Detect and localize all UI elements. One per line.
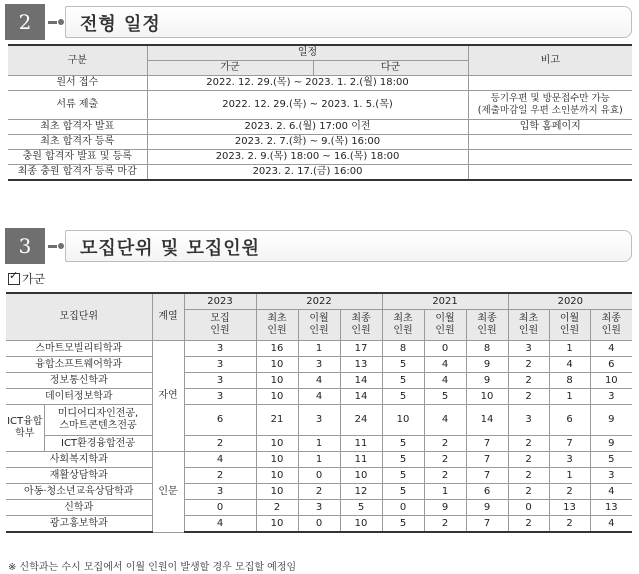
value-cell: 3 [590,389,632,405]
value-cell: 13 [590,500,632,516]
value-cell: 7 [466,436,508,452]
value-cell: 3 [298,357,340,373]
section-title: 모집단위 및 모집인원 [80,238,261,259]
row-note: 입학 홈페이지 [468,120,632,135]
value-cell: 10 [340,516,382,533]
header-year-2022: 2022 [256,293,382,310]
value-cell: 10 [340,468,382,484]
value-cell: 1 [549,341,590,357]
ga-group-checkbox [8,270,45,287]
table-row [6,436,632,452]
unit-name: ICT환경융합전공 [44,436,152,452]
section-2-header [5,4,632,40]
row-note [468,165,632,181]
value-cell: 3 [298,500,340,516]
header-carry: 이월 인원 [298,310,340,341]
table-row [8,165,632,181]
value-cell: 9 [466,357,508,373]
header-final: 최종 인원 [340,310,382,341]
table-row [6,373,632,389]
header-note: 비고 [468,45,632,76]
value-cell: 5 [382,389,424,405]
value-cell: 2 [549,484,590,500]
value-cell: 2 [508,373,549,389]
value-cell: 8 [549,373,590,389]
value-cell: 10 [256,484,298,500]
value-cell: 3 [184,357,256,373]
row-schedule: 2023. 2. 6.(월) 17:00 이전 [147,120,468,135]
value-cell: 5 [382,484,424,500]
value-cell: 2 [256,500,298,516]
unit-name: 사회복지학과 [6,452,152,468]
value-cell: 0 [298,468,340,484]
section-title-bar [65,6,632,38]
header-year-2020: 2020 [508,293,632,310]
unit-name: 광고홍보학과 [6,516,152,533]
value-cell: 13 [340,357,382,373]
value-cell: 0 [424,341,466,357]
value-cell: 2 [424,516,466,533]
section-number: 3 [5,228,45,264]
table-row [8,135,632,150]
value-cell: 3 [184,341,256,357]
value-cell: 1 [298,452,340,468]
value-cell: 6 [184,405,256,436]
unit-name: 융합소프트웨어학과 [6,357,152,373]
row-schedule: 2022. 12. 29.(목) ~ 2023. 1. 5.(목) [147,91,468,120]
series-natural: 자연 [152,341,184,452]
header-year-2021: 2021 [382,293,508,310]
value-cell: 5 [382,452,424,468]
row-note [468,76,632,91]
header-schedule: 일정 [147,45,468,61]
value-cell: 2 [424,436,466,452]
header-carry: 이월 인원 [424,310,466,341]
connector-line [48,21,57,24]
value-cell: 8 [466,341,508,357]
value-cell: 7 [466,516,508,533]
table-row [6,341,632,357]
value-cell: 7 [466,452,508,468]
header-final: 최종 인원 [590,310,632,341]
connector-dot [58,243,64,249]
value-cell: 5 [424,389,466,405]
connector-dot [58,19,64,25]
value-cell: 24 [340,405,382,436]
value-cell: 3 [298,405,340,436]
connector-line [48,245,57,248]
section-title-bar [65,230,632,262]
section-title: 전형 일정 [80,14,161,35]
header-year-2023: 2023 [184,293,256,310]
table-row [6,357,632,373]
value-cell: 2 [549,516,590,533]
value-cell: 5 [382,468,424,484]
value-cell: 2 [184,436,256,452]
value-cell: 2 [424,468,466,484]
value-cell: 10 [256,357,298,373]
header-da: 다군 [313,61,468,76]
value-cell: 3 [590,468,632,484]
value-cell: 3 [184,389,256,405]
value-cell: 12 [340,484,382,500]
unit-name: 스마트모빌리티학과 [6,341,152,357]
value-cell: 10 [256,389,298,405]
value-cell: 2 [184,468,256,484]
value-cell: 5 [590,452,632,468]
row-schedule: 2023. 2. 17.(금) 16:00 [147,165,468,181]
unit-name: 정보통신학과 [6,373,152,389]
row-label: 원서 접수 [8,76,147,91]
value-cell: 4 [298,389,340,405]
row-label: 최종 충원 합격자 등록 마감 [8,165,147,181]
schedule-table [8,44,632,181]
row-label: 서류 제출 [8,91,147,120]
checkbox-checked-icon: ✓ [8,273,20,285]
table-row [6,405,632,436]
value-cell: 1 [298,436,340,452]
value-cell: 4 [184,452,256,468]
value-cell: 0 [508,500,549,516]
value-cell: 2 [508,436,549,452]
value-cell: 6 [590,357,632,373]
value-cell: 3 [508,341,549,357]
unit-name: 신학과 [6,500,152,516]
value-cell: 1 [549,389,590,405]
value-cell: 5 [340,500,382,516]
value-cell: 10 [256,452,298,468]
value-cell: 1 [424,484,466,500]
table-row [6,484,632,500]
header-unit: 모집단위 [6,293,152,341]
unit-name: 데이터정보학과 [6,389,152,405]
value-cell: 2 [298,484,340,500]
table-row [6,389,632,405]
value-cell: 1 [298,341,340,357]
value-cell: 13 [549,500,590,516]
row-note [468,135,632,150]
value-cell: 4 [424,405,466,436]
value-cell: 2 [508,516,549,533]
value-cell: 4 [590,484,632,500]
value-cell: 4 [424,373,466,389]
value-cell: 9 [424,500,466,516]
value-cell: 2 [508,357,549,373]
value-cell: 3 [508,405,549,436]
row-note: 등기우편 및 방문접수만 가능 (제출마감일 우편 소인분까지 유효) [468,91,632,120]
checkbox-label: 가군 [22,272,46,286]
quota-table [6,292,632,533]
value-cell: 4 [549,357,590,373]
value-cell: 0 [184,500,256,516]
value-cell: 10 [590,373,632,389]
header-quota: 모집 인원 [184,310,256,341]
value-cell: 6 [466,484,508,500]
value-cell: 14 [466,405,508,436]
row-note [468,150,632,165]
value-cell: 3 [184,484,256,500]
section-number: 2 [5,4,45,40]
row-schedule: 2023. 2. 9.(목) 18:00 ~ 16.(목) 18:00 [147,150,468,165]
value-cell: 8 [382,341,424,357]
value-cell: 2 [508,389,549,405]
unit-name: 재활상담학과 [6,468,152,484]
header-category: 구분 [8,45,147,76]
value-cell: 16 [256,341,298,357]
table-row [6,500,632,516]
value-cell: 9 [466,500,508,516]
value-cell: 2 [508,452,549,468]
value-cell: 10 [256,516,298,533]
header-initial: 최초 인원 [382,310,424,341]
value-cell: 11 [340,452,382,468]
header-series: 계열 [152,293,184,341]
row-schedule: 2022. 12. 29.(목) ~ 2023. 1. 2.(월) 18:00 [147,76,468,91]
header-initial: 최초 인원 [508,310,549,341]
value-cell: 7 [549,436,590,452]
row-schedule: 2023. 2. 7.(화) ~ 9.(목) 16:00 [147,135,468,150]
value-cell: 3 [184,373,256,389]
value-cell: 4 [184,516,256,533]
header-initial: 최초 인원 [256,310,298,341]
value-cell: 4 [590,516,632,533]
value-cell: 11 [340,436,382,452]
row-label: 최초 합격자 등록 [8,135,147,150]
table-row [6,516,632,533]
series-humanities: 인문 [152,452,184,533]
value-cell: 10 [256,373,298,389]
value-cell: 10 [466,389,508,405]
row-label: 충원 합격자 발표 및 등록 [8,150,147,165]
header-carry: 이월 인원 [549,310,590,341]
value-cell: 2 [508,484,549,500]
value-cell: 10 [382,405,424,436]
table-row [8,150,632,165]
footnote: ※ 신학과는 수시 모집에서 이월 인원이 발생할 경우 모집할 예정임 [8,562,297,573]
section-3-header [5,228,632,264]
value-cell: 14 [340,373,382,389]
value-cell: 4 [590,341,632,357]
value-cell: 7 [466,468,508,484]
value-cell: 6 [549,405,590,436]
value-cell: 4 [424,357,466,373]
value-cell: 9 [466,373,508,389]
value-cell: 17 [340,341,382,357]
value-cell: 5 [382,373,424,389]
value-cell: 3 [549,452,590,468]
value-cell: 2 [424,452,466,468]
unit-name: 미디어디자인전공, 스마트콘텐츠전공 [44,405,152,436]
unit-name: 아동·청소년교육상담학과 [6,484,152,500]
value-cell: 2 [508,468,549,484]
value-cell: 5 [382,516,424,533]
value-cell: 9 [590,436,632,452]
value-cell: 9 [590,405,632,436]
header-ga: 가군 [147,61,313,76]
value-cell: 5 [382,436,424,452]
header-final: 최종 인원 [466,310,508,341]
table-row [8,120,632,135]
row-label: 최초 합격자 발표 [8,120,147,135]
value-cell: 10 [256,436,298,452]
value-cell: 0 [298,516,340,533]
value-cell: 4 [298,373,340,389]
value-cell: 0 [382,500,424,516]
value-cell: 10 [256,468,298,484]
table-row [6,452,632,468]
value-cell: 21 [256,405,298,436]
value-cell: 1 [549,468,590,484]
table-row [8,91,632,120]
value-cell: 5 [382,357,424,373]
table-row [6,468,632,484]
value-cell: 14 [340,389,382,405]
group-label-ict: ICT융합 학부 [6,405,44,452]
table-row [8,76,632,91]
